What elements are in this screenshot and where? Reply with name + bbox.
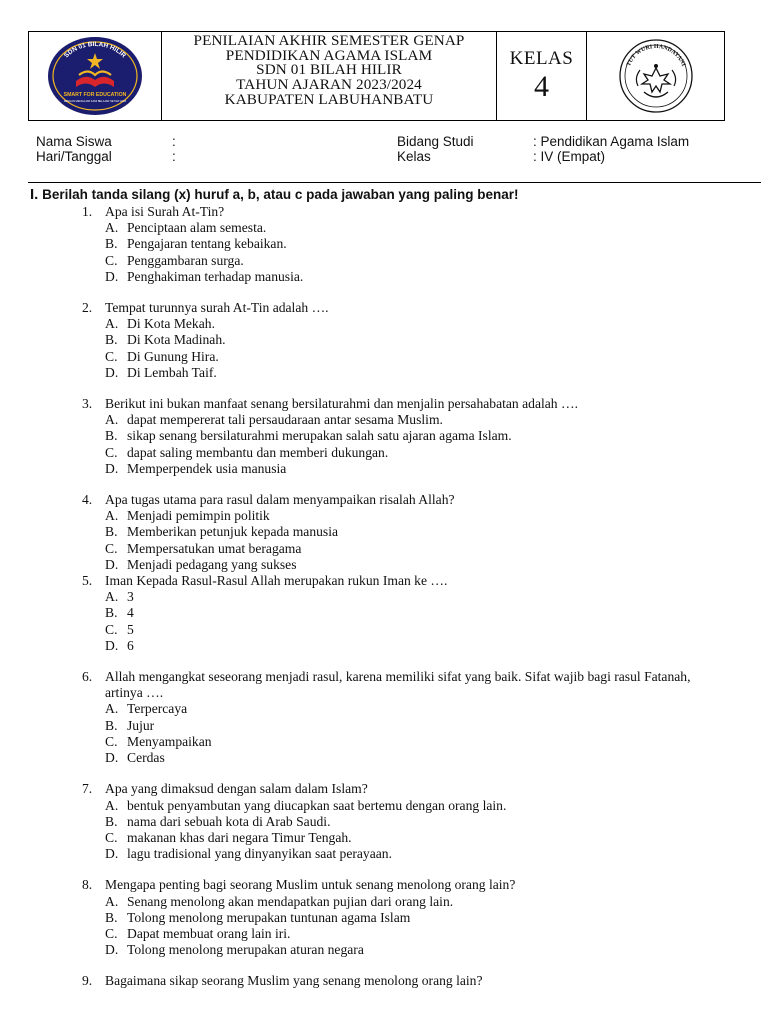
option-letter: C. — [105, 925, 118, 941]
question-number: 2. — [82, 300, 93, 316]
answer-option[interactable] — [0, 605, 768, 621]
question-text: Berikut ini bukan manfaat senang bersilaturahmi dan menjalin persahabatan adalah …. — [105, 396, 578, 412]
option-text: Tolong menolong merupakan aturan negara — [127, 942, 364, 958]
nama-siswa-colon: : — [172, 134, 176, 149]
question-number: 8. — [82, 877, 93, 893]
header-table — [28, 31, 725, 121]
answer-option[interactable] — [0, 445, 768, 461]
option-text: Menyampaikan — [127, 733, 212, 749]
option-letter: C. — [105, 444, 118, 460]
answer-option[interactable] — [0, 622, 768, 638]
option-text: Menjadi pemimpin politik — [127, 508, 270, 524]
option-letter: B. — [105, 717, 118, 733]
logo-motto: SMART FOR EDUCATION — [63, 92, 127, 98]
option-letter: D. — [105, 750, 119, 766]
option-text: Penghakiman terhadap manusia. — [127, 268, 304, 284]
question-number: 9. — [82, 973, 93, 989]
question-number: 6. — [82, 669, 93, 685]
emblem-text: TUT WURI HANDAYANI — [625, 43, 686, 68]
kelas-label: KELAS — [509, 48, 574, 69]
option-text: sikap senang bersilaturahmi merupakan salah satu ajaran agama Islam. — [127, 428, 512, 444]
exam-title-line: TAHUN AJARAN 2023/2024 — [236, 76, 422, 94]
option-text: Senang menolong akan mendapatkan pujian dari orang lain. — [127, 893, 454, 909]
question-text: Mengapa penting bagi seorang Muslim untuk senang menolong orang lain? — [105, 877, 516, 893]
answer-option[interactable] — [0, 701, 768, 717]
exam-title-block — [162, 32, 497, 120]
tut-wuri-handayani-emblem-icon — [614, 36, 698, 116]
bidang-studi-label: Bidang Studi — [397, 134, 474, 149]
question-text: Tempat turunnya surah At-Tin adalah …. — [105, 300, 329, 316]
answer-option[interactable] — [0, 926, 768, 942]
answer-option[interactable] — [0, 412, 768, 428]
question-text: Bagaimana sikap seorang Muslim yang senang menolong orang lain? — [105, 973, 483, 989]
question-stem — [0, 973, 768, 989]
option-text: Cerdas — [127, 750, 165, 766]
option-letter: A. — [105, 589, 119, 605]
option-text: nama dari sebuah kota di Arab Saudi. — [127, 813, 331, 829]
option-text: 3 — [127, 589, 134, 605]
answer-option[interactable] — [0, 269, 768, 285]
option-letter: A. — [105, 316, 119, 332]
question-item — [0, 300, 768, 381]
logo-ring-text: SDN 01 BILAH HILIR — [63, 40, 127, 60]
question-number: 4. — [82, 492, 93, 508]
question-item — [0, 396, 768, 477]
option-letter: D. — [105, 556, 119, 572]
option-letter: B. — [105, 524, 118, 540]
answer-option[interactable] — [0, 332, 768, 348]
option-letter: A. — [105, 701, 119, 717]
question-list — [0, 204, 768, 990]
option-letter: C. — [105, 348, 118, 364]
hari-tanggal-colon: : — [172, 149, 176, 164]
answer-option[interactable] — [0, 524, 768, 540]
question-stem — [0, 396, 768, 412]
option-text: Memperpendek usia manusia — [127, 460, 287, 476]
question-item — [0, 781, 768, 862]
option-text: Dapat membuat orang lain iri. — [127, 925, 291, 941]
answer-option[interactable] — [0, 253, 768, 269]
answer-option[interactable] — [0, 589, 768, 605]
question-number: 3. — [82, 396, 93, 412]
answer-option[interactable] — [0, 830, 768, 846]
kelas-label: Kelas — [397, 149, 431, 164]
section-instruction-text: Berilah tanda silang (x) huruf a, b, atau c pada jawaban yang paling benar! — [42, 187, 519, 202]
option-letter: D. — [105, 268, 119, 284]
question-item — [0, 204, 768, 285]
option-letter: C. — [105, 540, 118, 556]
answer-option[interactable] — [0, 734, 768, 750]
option-text: 4 — [127, 605, 134, 621]
answer-option[interactable] — [0, 814, 768, 830]
option-text: Mempersatukan umat beragama — [127, 540, 302, 556]
option-text: dapat saling membantu dan memberi dukungan. — [127, 444, 389, 460]
answer-option[interactable] — [0, 798, 768, 814]
answer-option[interactable] — [0, 750, 768, 766]
option-letter: C. — [105, 621, 118, 637]
option-letter: D. — [105, 942, 119, 958]
option-text: Menjadi pedagang yang sukses — [127, 556, 297, 572]
exam-title-line: SDN 01 BILAH HILIR — [256, 61, 402, 79]
option-text: 6 — [127, 637, 134, 653]
question-number: 5. — [82, 573, 93, 589]
option-letter: D. — [105, 460, 119, 476]
question-item — [0, 573, 768, 654]
question-item — [0, 669, 768, 766]
option-letter: B. — [105, 332, 118, 348]
option-letter: B. — [105, 605, 118, 621]
option-text: Di Kota Madinah. — [127, 332, 226, 348]
option-letter: B. — [105, 428, 118, 444]
exam-title-line: PENDIDIKAN AGAMA ISLAM — [225, 46, 433, 64]
option-text: Memberikan petunjuk kepada manusia — [127, 524, 339, 540]
answer-option[interactable] — [0, 910, 768, 926]
question-text: Allah mengangkat seseorang menjadi rasul, karena memiliki sifat yang baik. Sifat wajib bagi rasul Fatanah, artinya …. — [105, 669, 691, 701]
answer-option[interactable] — [0, 349, 768, 365]
emblem-cell — [587, 32, 724, 120]
option-letter: D. — [105, 364, 119, 380]
question-text: Apa isi Surah At-Tin? — [105, 204, 225, 219]
answer-option[interactable] — [0, 316, 768, 332]
option-text: makanan khas dari negara Timur Tengah. — [127, 829, 352, 845]
answer-option[interactable] — [0, 942, 768, 958]
answer-option[interactable] — [0, 846, 768, 862]
question-text: Apa tugas utama para rasul dalam menyampaikan risalah Allah? — [105, 492, 455, 508]
option-letter: C. — [105, 829, 118, 845]
answer-option[interactable] — [0, 508, 768, 524]
kelas-value: : IV (Empat) — [533, 149, 606, 164]
kelas-value: 4 — [534, 70, 549, 103]
school-logo-icon — [46, 35, 144, 117]
option-text: Di Gunung Hira. — [127, 348, 219, 364]
question-stem — [0, 573, 768, 589]
question-number: 7. — [82, 781, 93, 797]
question-stem — [0, 877, 768, 893]
question-stem — [0, 781, 768, 797]
section-instruction — [30, 186, 518, 203]
answer-option[interactable] — [0, 428, 768, 444]
question-stem — [0, 300, 768, 316]
answer-option[interactable] — [0, 638, 768, 654]
answer-option[interactable] — [0, 541, 768, 557]
option-text: Pengajaran tentang kebaikan. — [127, 236, 287, 252]
option-letter: A. — [105, 797, 119, 813]
option-letter: C. — [105, 733, 118, 749]
option-letter: A. — [105, 508, 119, 524]
option-text: Penciptaan alam semesta. — [127, 220, 267, 236]
kelas-cell — [497, 32, 587, 120]
option-text: bentuk penyambutan yang diucapkan saat bertemu dengan orang lain. — [127, 797, 507, 813]
question-stem — [0, 492, 768, 508]
option-text: Di Lembah Taif. — [127, 364, 217, 380]
question-text: Iman Kepada Rasul-Rasul Allah merupakan rukun Iman ke …. — [105, 573, 448, 589]
nama-siswa-label: Nama Siswa — [36, 134, 112, 149]
option-text: Jujur — [127, 717, 155, 733]
school-logo-cell — [29, 32, 162, 120]
option-letter: D. — [105, 637, 119, 653]
option-letter: D. — [105, 846, 119, 862]
bidang-studi-value: : Pendidikan Agama Islam — [533, 134, 690, 149]
option-text: Tolong menolong merupakan tuntunan agama Islam — [127, 909, 411, 925]
hari-tanggal-label: Hari/Tanggal — [36, 149, 112, 164]
question-item — [0, 877, 768, 958]
option-letter: B. — [105, 236, 118, 252]
question-item — [0, 973, 768, 989]
question-stem — [0, 204, 768, 220]
question-number: 1. — [82, 204, 93, 219]
exam-title-line: PENILAIAN AKHIR SEMESTER GENAP — [193, 32, 465, 49]
option-letter: A. — [105, 220, 119, 236]
answer-option[interactable] — [0, 461, 768, 477]
question-stem — [0, 669, 768, 701]
option-letter: A. — [105, 893, 119, 909]
option-text: 5 — [127, 621, 134, 637]
answer-option[interactable] — [0, 557, 768, 573]
exam-title-line: KABUPATEN LABUHANBATU — [224, 90, 434, 108]
answer-option[interactable] — [0, 236, 768, 252]
answer-option[interactable] — [0, 718, 768, 734]
option-text: Di Kota Mekah. — [127, 316, 215, 332]
section-roman: I. — [30, 186, 39, 203]
option-text: lagu tradisional yang dinyanyikan saat perayaan. — [127, 846, 392, 862]
question-text: Apa yang dimaksud dengan salam dalam Islam? — [105, 781, 368, 797]
logo-tagline: DENGAN MENGAJAR KAMI BELAJAR SETIAP HARI — [63, 100, 127, 103]
option-letter: B. — [105, 909, 118, 925]
answer-option[interactable] — [0, 220, 768, 236]
option-text: Penggambaran surga. — [127, 252, 244, 268]
header-divider — [28, 182, 761, 183]
option-text: Terpercaya — [127, 701, 188, 717]
option-letter: B. — [105, 813, 118, 829]
answer-option[interactable] — [0, 365, 768, 381]
option-text: dapat mempererat tali persaudaraan antar sesama Muslim. — [127, 412, 443, 428]
option-letter: C. — [105, 252, 118, 268]
option-letter: A. — [105, 412, 119, 428]
question-item — [0, 492, 768, 573]
answer-option[interactable] — [0, 894, 768, 910]
